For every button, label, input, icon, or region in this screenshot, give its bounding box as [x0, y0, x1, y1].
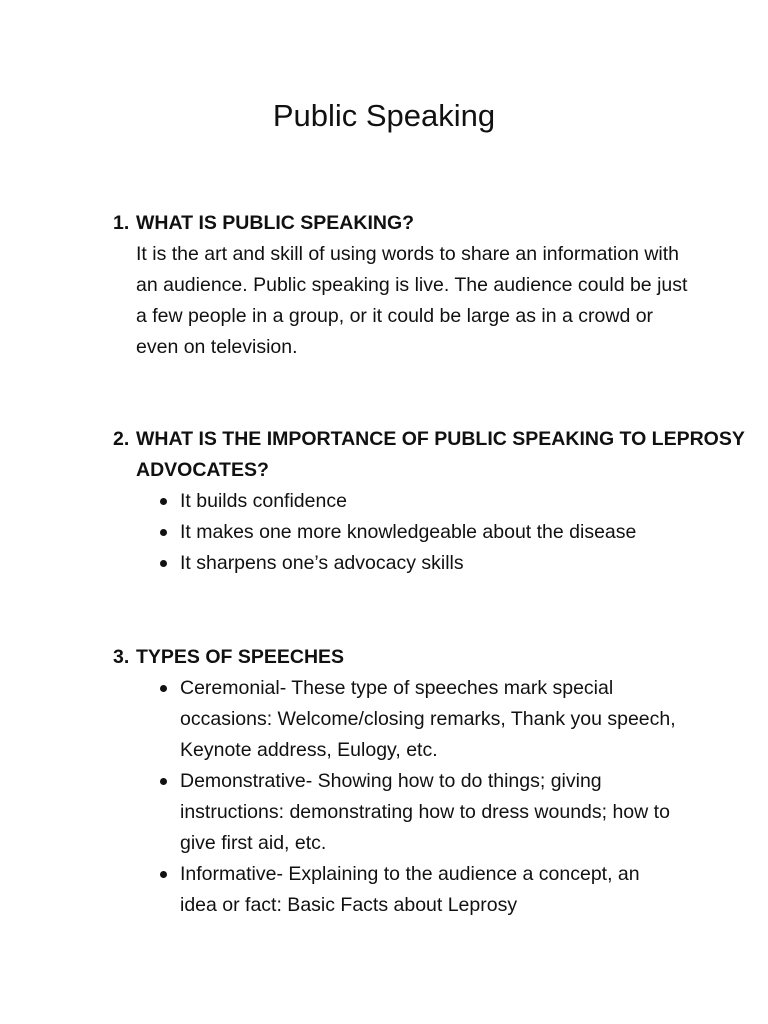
list-item: [0, 517, 680, 548]
page-title: Public Speaking: [272, 98, 496, 133]
bullet-icon: [160, 498, 167, 505]
list-item: [0, 548, 680, 579]
section-heading-text: WHAT IS PUBLIC SPEAKING?: [136, 212, 415, 234]
list-item: [0, 766, 680, 859]
bullet-icon: [160, 871, 167, 878]
section-heading: [0, 424, 768, 486]
section-heading-text: TYPES OF SPEECHES: [136, 646, 345, 668]
list-item-text: It makes one more knowledgeable about the disease: [180, 521, 637, 543]
list-item-text: It sharpens one’s advocacy skills: [180, 552, 464, 574]
section-heading-text: WHAT IS THE IMPORTANCE OF PUBLIC SPEAKING TO LEPROSY ADVOCATES?: [136, 428, 745, 481]
list-item-text: Demonstrative- Showing how to do things; giving instructions: demonstrating how to dress wounds; how to give first aid, etc.: [180, 770, 670, 854]
section-heading: [0, 642, 768, 673]
list-item: [0, 859, 680, 921]
list-item-text: It builds confidence: [180, 490, 347, 512]
list-item-text: Ceremonial- These type of speeches mark special occasions: Welcome/closing remarks, Thank you speech, Keynote address, Eulogy, etc.: [180, 677, 676, 761]
list-item: [0, 673, 680, 766]
section-number: 1.: [113, 212, 130, 234]
section-heading: [0, 208, 768, 239]
section-number: 2.: [113, 428, 130, 450]
section-number: 3.: [113, 646, 130, 668]
section-importance: [0, 424, 768, 579]
list-item-text: Informative- Explaining to the audience a concept, an idea or fact: Basic Facts about Leprosy: [180, 863, 640, 916]
bullet-list: [0, 673, 768, 921]
section-what-is-public-speaking: [0, 208, 768, 363]
bullet-icon: [160, 778, 167, 785]
list-item: [0, 486, 680, 517]
section-paragraph: It is the art and skill of using words to share an information with an audience. Public speaking is live. The audience could be just a few people in a group, or it could be large as in a crowd or even on television.: [136, 243, 688, 358]
section-types-of-speeches: [0, 642, 768, 921]
bullet-icon: [160, 685, 167, 692]
bullet-list: [0, 486, 768, 579]
bullet-icon: [160, 560, 167, 567]
bullet-icon: [160, 529, 167, 536]
